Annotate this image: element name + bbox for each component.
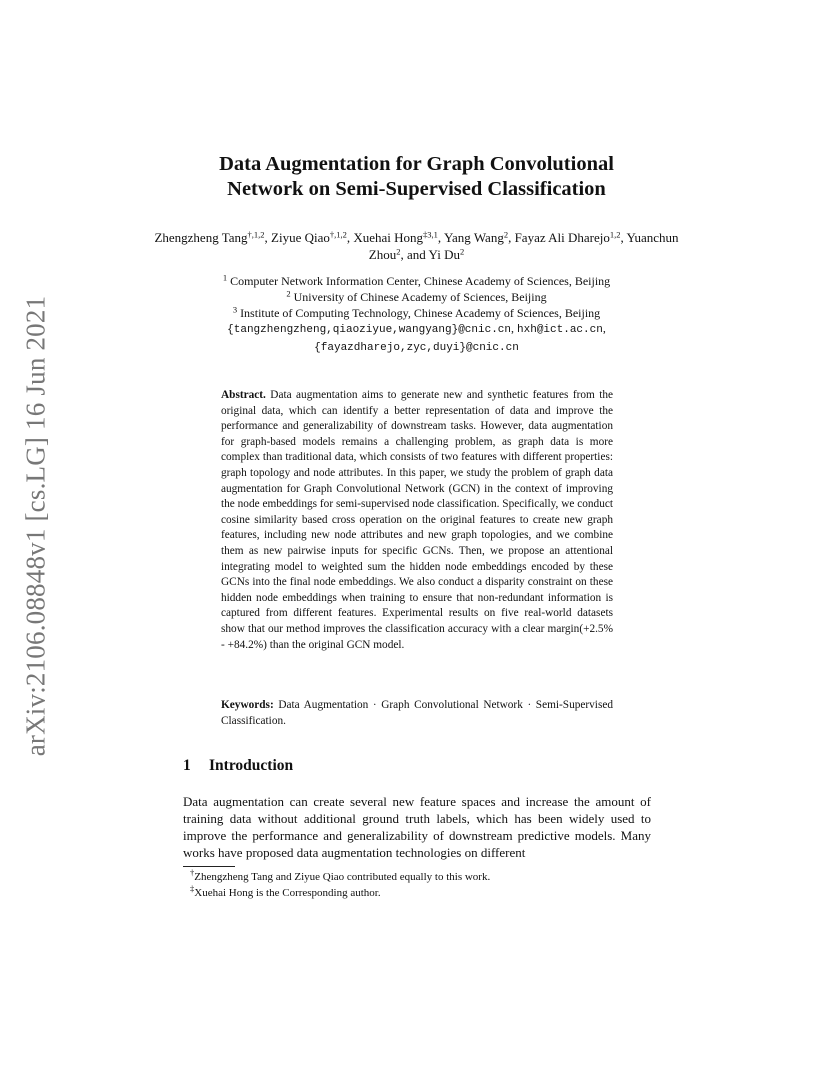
author-affil-mark: 2 [459,246,465,257]
footnote-text: Zhengzheng Tang and Ziyue Qiao contributed equally to this work. [194,871,491,883]
affiliation-2 [120,290,713,306]
author-affil-mark: †,1,2 [329,229,347,240]
footnote-text: Xuehai Hong is the Corresponding author. [194,886,381,899]
affiliation-text: University of Chinese Academy of Sciences, Beijing [293,289,547,304]
footnote-mark: † [190,867,195,878]
author-affil-mark: ‡3,1 [423,229,438,240]
arxiv-identifier: arXiv:2106.08848v1 [cs.LG] 16 Jun 2021 [20,295,51,757]
title-line-2: Network on Semi-Supervised Classification [227,178,606,200]
affiliation-number: 3 [232,303,238,314]
author-list: Zhengzheng Tang$^{\dagger,1,2}$, Ziyue Qiao$^{\dagger,1,2}$, Xuehai Hong$^{\ddagger 3,1}$, Yang Wang$^2$, Fayaz Ali Dharejo$^{1,2}$, Yuanchun Zhou$^2$, and Yi Du$^2$ [154,229,679,262]
affiliation-number: 2 [286,288,291,299]
affiliation-1 [120,274,713,290]
affiliations [120,274,713,357]
author-affil-mark: 2 [503,229,509,240]
author-name: Yang Wang [443,230,504,245]
footnote-mark: ‡ [190,882,195,893]
author-name: Yuanchun Zhou [368,230,679,262]
footnote-1 [190,867,491,886]
section-heading [183,757,293,775]
abstract-text: Data augmentation aims to generate new and synthetic features from the original data, which can identify a better representation of data and improve the performance and generalizability of downstream tasks. However, data augmentation for graph-based models remains a challenging problem, as graph data is more complex than traditional data, which consists of two features with different properties: graph topology and node attributes. In this paper, we study the problem of graph data augmentation for Graph Convolutional Network (GCN) in the context of improving the node embeddings for semi-supervised node classification. Specifically, we conduct cosine similarity based cross operation on the original features to create new graph features, including new node attributes and new graph topologies, and we combine them as new pairwise inputs for specific GCNs. Then, we propose an attentional integrating model to weighted sum the hidden node embeddings encoded by these GCNs into the final node embeddings. We also conduct a disparity constraint on these hidden node embeddings when training to ensure that non-redundant information is captured from different features. Experimental results on five real-world datasets show that our method improves the classification accuracy with a clear margin(+2.5% - +84.2%) than the original GCN model. [221,389,613,651]
intro-paragraph: Data augmentation can create several new feature spaces and increase the amount of training data without additional ground truth labels, which has been widely used to improve the performance and generalizability of downstream predictive models. Many works have proposed data augmentation technologies on different [183,794,651,860]
author-name: Fayaz Ali Dharejo [514,230,610,245]
paper-title [120,152,713,202]
author-name: Zhengzheng Tang [154,230,248,245]
author-affil-mark: 1,2 [609,229,621,240]
author-affil-mark: †,1,2 [247,229,265,240]
keywords-text: Data Augmentation · Graph Convolutional Network · Semi-Supervised Classification. [221,699,613,727]
author-name: Yi Du [428,247,460,262]
email-line-1: {tangzhengzheng,qiaoziyue,wangyang}@cnic.cn, hxh@ict.ac.cn, [227,321,606,337]
arxiv-watermark [0,0,70,1072]
affiliation-3 [120,303,713,322]
email: {fayazdharejo,zyc,duyi}@cnic.cn [314,342,519,355]
keywords-label: Keywords: [221,699,274,711]
affiliation-text: Institute of Computing Technology, Chinese Academy of Sciences, Beijing [240,305,601,320]
footnote-2 [190,882,490,902]
affiliation-text: Computer Network Information Center, Chinese Academy of Sciences, Beijing [230,274,611,288]
email: {tangzhengzheng,qiaoziyue,wangyang}@cnic.cn [227,324,512,337]
section-title: Introduction [209,757,294,774]
author-affil-mark: 2 [396,246,401,257]
keywords [221,698,613,729]
affiliation-number: 1 [222,272,228,283]
abstract-label: Abstract. [221,389,266,401]
section-number: 1 [183,757,191,774]
email-line-2 [120,339,713,357]
title-line-1: Data Augmentation for Graph Convolutional [219,153,614,175]
author-name: Ziyue Qiao [271,230,330,245]
author-name: Xuehai Hong [353,230,424,245]
abstract [221,388,613,653]
footnotes [190,867,491,901]
email: hxh@ict.ac.cn [517,324,603,337]
